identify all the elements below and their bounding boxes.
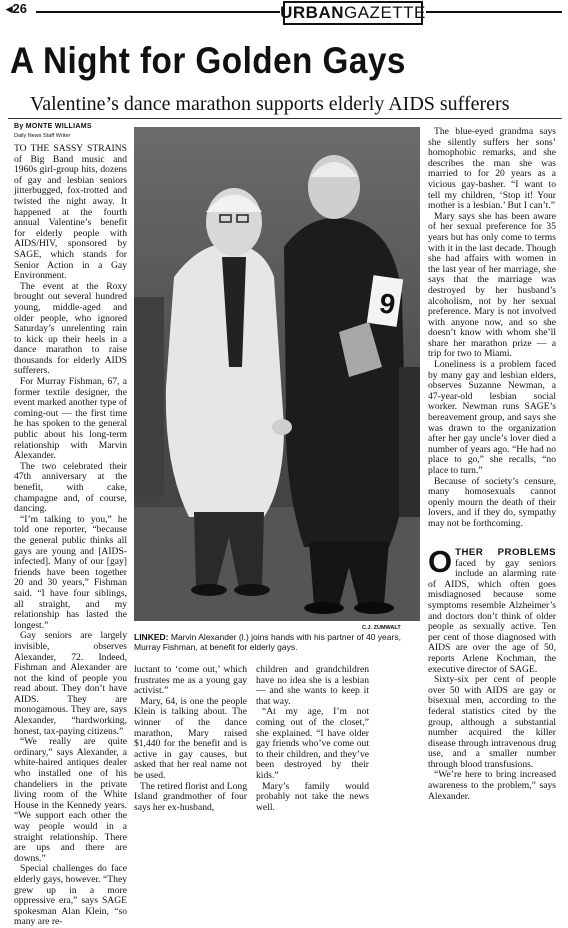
article-paragraph: Loneliness is a problem faced by many gay and lesbian elders, observes Suzanne Newman, a 47-year-old lesbian social worker. Newman runs SAGE’s bereavement group, and says she was drawn to the organization after her gay uncle’s lover died a number of years ago. “He had no place to go,” she recalls, “no place to turn.” [428,359,556,476]
section-lede-caps: THER PROBLEMS [455,547,556,558]
article-paragraph: Mary’s family would probably not take the news well. [256,780,369,813]
article-paragraph: children and grandchildren have no idea she is a lesbian — and she wants to keep it that way. [256,664,369,707]
article-paragraph: The event at the Roxy brought out several hundred young, middle-aged and older people, who ignored Saturday’s unrelenting rain to kick up their heels in a dance marathon to raise thousands for elderly AIDS sufferers. [14,280,127,377]
article-paragraph: For Murray Fishman, 67, a former textile designer, the event marked another type of coming-out — the first time he has spoken to the general public about his long-term relationship with Marvin Alexander. [14,376,127,462]
header-rule-right [426,11,562,13]
photo-illustration [134,127,420,621]
section-masthead [280,1,426,25]
article-paragraph: “I’m talking to you,” he told one reporter, “because the general public thinks all gays are young and [AIDS-infected]. Many of our [gay] friends have been together 20 and 30 years,” Fishman said. “I have four siblings, all straight, and my relationship has lasted the longest.” [14,513,127,631]
masthead-gazette: GAZETTE [344,3,426,22]
jersey-number: 9 [377,287,398,321]
article-paragraph: The two celebrated their 47th anniversary at the benefit, with cake, champagne and, of course, dancing. [14,460,127,515]
page-number: ◂26 [6,1,27,16]
article-column-3 [256,665,369,813]
article-paragraph: “We really are quite ordinary,” says Alexander, a white-haired antiques dealer who installed one of his chandeliers in the private living room of the White House in the Kennedy years. “We support each other the way people would in a straight relationship. There are ups and there are downs.” [14,736,127,864]
article-paragraph: Special challenges do face elderly gays, however. “They grew up in a more oppressive era,” says SAGE spokesman Alan Klein, “so many are re- [14,863,127,928]
article-column-2 [134,665,247,813]
article-paragraph: Mary, 64, is one the people Klein is talking about. The winner of the dance marathon, Mary raised $1,440 for the benefit and is active in gay causes, but asked that her real name not be used. [134,695,247,781]
article-paragraph: “At my age, I’m not coming out of the closet,” she explained. “I have older gay friends who’ve come out to their children, and they’ve been destroyed by their kids.” [256,706,369,781]
subheadline: Valentine’s dance marathon supports elderly AIDS sufferers [30,93,510,115]
photo-credit: C.J. ZUMWALT [362,625,401,631]
article-column-1 [14,144,127,928]
article-paragraph: luctant to ‘come out,’ which frustrates me as a young gay activist.” [134,664,247,697]
article-column-4-continued [428,544,556,802]
article-lede [14,144,127,282]
caption-label: LINKED: [134,632,169,642]
article-paragraph: The retired florist and Long Island grandmother of four says her ex-husband, [134,780,247,813]
drop-cap: O [428,544,453,579]
article-paragraph: Because of society’s censure, many homosexuals cannot openly mourn the death of their lovers, and if they do, sympathy may not be forthcoming. [428,475,556,529]
article-paragraph: Gay seniors are largely invisible, observes Alexander, 72. Indeed, Fishman and Alexander are not the kind of people you read about. They don’t have AIDS. They are monogamous. They are, says Alexander, “hardworking, honest, tax-paying citizens.” [14,630,127,737]
caption-text: Marvin Alexander (l.) joins hands with his partner of 40 years, Murray Fishman, at benefit for elderly gays. [134,632,401,652]
headline: A Night for Golden Gays [10,40,406,81]
news-photo [134,127,420,621]
masthead-urban: URBAN [280,3,344,22]
section-lede-text: faced by gay seniors include an alarming rate of AIDS, which often goes misdiagnosed because some symptoms resemble Alzheimer’s and doctors don’t think of older people as sexually active. Ten per cent of those diagnosed with AIDS are over the age of 50, reports Arlene Kochman, the executive director of SAGE. [428,557,556,675]
byline: By MONTE WILLIAMS [14,123,92,130]
article-paragraph: The blue-eyed grandma says she silently suffers her sons’ homophobic remarks, and she describes the man she was married to for 20 years as a vicious gay-basher. “I want to tell my children, ‘Stop it! Your mother is a lesbian.’ But I can’t.” [428,126,556,212]
page-number-value: 26 [12,1,27,16]
article-paragraph: Sixty-six per cent of people over 50 with AIDS are gay or bisexual men, according to the federal statistics cited by the group, although a substantial number acquired the killer disease through intravenous drug use, and a smaller number through blood transfusions. [428,674,556,770]
article-column-4 [428,127,556,530]
article-paragraph: “We’re here to bring increased awareness to the problem,” says Alexander. [428,769,556,802]
lede-caps: TO THE SASSY STRAINS [14,143,127,154]
byline-role: Daily News Staff Writer [14,133,71,139]
article-paragraph: Mary says she has been aware of her sexual preference for 35 years but has only come to terms with it in the last decade. Though she had affairs with women in the last year of her marriage, she says that the marriage was destroyed by her husband’s alcoholism, not by her sexual preference. Mary is not involved with anyone now, and so she doesn’t know with whom she’ll share her marathon prize — a trip for two to Miami. [428,210,556,360]
article-section-lede [428,544,556,675]
headline-rule [8,118,562,119]
photo-caption [134,632,420,652]
header-rule-left [36,11,280,13]
lede-text: of Big Band music and 1960s girl-group hits, dozens of gay and lesbian seniors jitterbugged, fox-trotted and twisted the night away. It happened at the fourth annual Valentine’s benefit for elderly people with AIDS/HIV, sponsored by SAGE, which stands for Senior Action in a Gay Environment. [14,153,127,282]
